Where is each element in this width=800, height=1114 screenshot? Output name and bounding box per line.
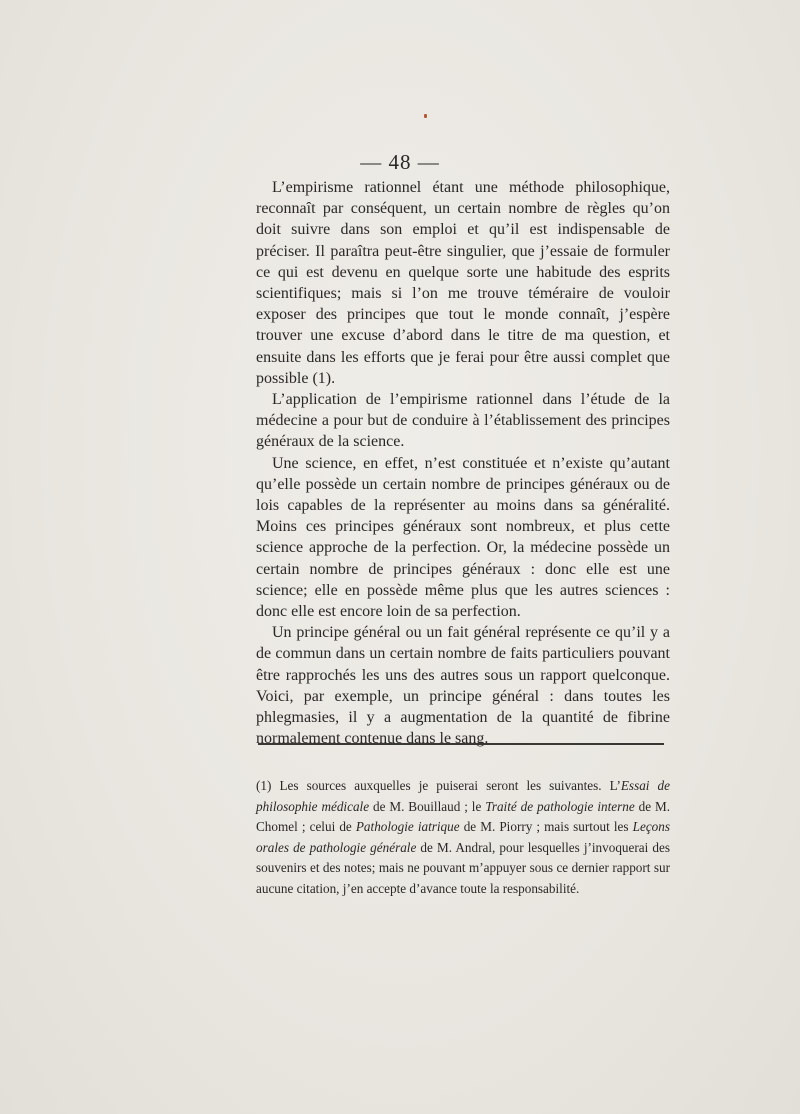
ink-speck <box>424 114 427 118</box>
footnote-title-pathologie-iatrique: Pathologie iatrique <box>355 819 460 834</box>
paragraph-4: Un principe général ou un fait général représente ce qu’il y a de commun dans un certain nombre de faits particuliers pouvant être rapprochés les uns des autres sous un rapport quelconque. Voici, par exemple, un principe général : dans toutes les phlegmasies, il y a augmentation de la quantité de fibrine normalement contenue dans le sang. <box>256 624 670 748</box>
footnote-title-essai: Essai de philosophie médicale <box>256 778 670 814</box>
footnote <box>256 776 670 899</box>
footnote-text: (1) Les sources auxquelles je puiserai seront les suivantes. L’ <box>256 778 621 793</box>
footnote-title-traite: Traité de pathologie interne <box>485 798 635 814</box>
footnote-text: de M. Andral, pour lesquelles j’invoquerai des souvenirs et des notes; mais ne pouvant m’appuyer sous ce dernier rapport sur aucune citation, j’en accepte d’avance toute la responsabilité. <box>256 839 670 896</box>
main-text <box>256 177 670 749</box>
footnote-paragraph <box>256 776 670 899</box>
paragraph-2: L’application de l’empirisme rationnel dans l’étude de la médecine a pour but de conduire à l’établissement des principes généraux de la science. <box>256 391 670 451</box>
paragraph-1: L’empirisme rationnel étant une méthode philosophique, reconnaît par conséquent, un certain nombre de règles qu’on doit suivre dans son emploi et qu’il est indispensable de préciser. Il paraîtra peut-être singulier, que j’essaie de formuler ce qui est devenu en quelque sorte une habitude des esprits scientifiques; mais si l’on me trouve téméraire de vouloir exposer des principes que tout le monde connaît, j’espère trouver une excuse d’abord dans le titre de ma question, et ensuite dans les efforts que je ferai pour être aussi complet que possible (1). <box>256 179 670 387</box>
page-number: — 48 — <box>360 150 440 174</box>
footnote-text: de M. Piorry ; mais surtout les <box>459 819 633 834</box>
paragraph-3: Une science, en effet, n’est constituée et n’existe qu’autant qu’elle possède un certain nombre de principes généraux ou de lois capables de la représenter au moins dans sa généralité. Moins ces principes généraux sont nombreux, et plus cette science approche de la perfection. Or, la médecine possède un certain nombre de principes généraux : donc elle est une science; elle en possède même plus que les autres sciences : donc elle est encore loin de sa perfection. <box>256 454 670 621</box>
footnote-text: de M. Bouillaud ; le <box>369 798 486 814</box>
footnote-title-lecons: Leçons orales de pathologie générale <box>256 819 671 855</box>
footnote-text: de M. Chomel ; celui de <box>256 798 670 834</box>
footnote-separator <box>258 743 664 745</box>
